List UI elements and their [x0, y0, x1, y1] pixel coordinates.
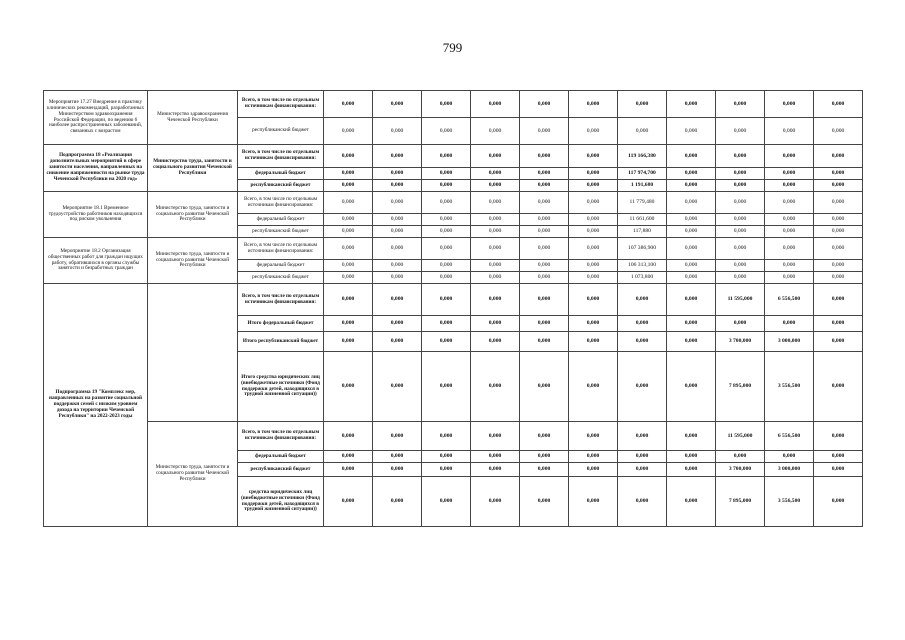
value-cell: 0,000 — [569, 272, 618, 284]
funding-source-cell: республиканский бюджет — [238, 180, 324, 192]
value-cell: 1 191,680 — [618, 180, 667, 192]
value-cell: 0,000 — [373, 226, 422, 238]
value-cell: 0,000 — [471, 118, 520, 145]
value-cell: 0,000 — [569, 118, 618, 145]
value-cell: 0,000 — [520, 260, 569, 272]
value-cell: 0,000 — [471, 284, 520, 316]
value-cell: 7 895,000 — [716, 477, 765, 527]
table-row — [44, 238, 863, 260]
value-cell: 0,000 — [422, 451, 471, 463]
value-cell: 0,000 — [471, 352, 520, 422]
value-cell: 0,000 — [814, 451, 863, 463]
funding-source-cell: Итого средства юридических лиц (внебюджетные источники (Фонд поддержки детей, находящихся в трудной жизненной ситуации)) — [238, 352, 324, 422]
value-cell: 0,000 — [667, 332, 716, 352]
value-cell: 0,000 — [765, 226, 814, 238]
value-cell: 0,000 — [471, 145, 520, 168]
value-cell: 0,000 — [471, 272, 520, 284]
table-row — [44, 145, 863, 168]
value-cell: 0,000 — [520, 451, 569, 463]
value-cell: 0,000 — [569, 477, 618, 527]
executor-cell-empty — [148, 284, 238, 422]
value-cell: 0,000 — [471, 238, 520, 260]
value-cell: 0,000 — [324, 316, 373, 332]
value-cell: 0,000 — [324, 332, 373, 352]
value-cell: 0,000 — [373, 180, 422, 192]
value-cell: 0,000 — [667, 238, 716, 260]
value-cell: 0,000 — [814, 214, 863, 226]
value-cell: 0,000 — [667, 260, 716, 272]
value-cell: 3 000,000 — [765, 332, 814, 352]
value-cell: 0,000 — [373, 118, 422, 145]
value-cell: 0,000 — [422, 422, 471, 451]
value-cell: 0,000 — [324, 145, 373, 168]
value-cell: 0,000 — [324, 192, 373, 214]
value-cell: 0,000 — [667, 192, 716, 214]
value-cell: 0,000 — [520, 352, 569, 422]
value-cell: 0,000 — [471, 463, 520, 477]
value-cell: 0,000 — [422, 192, 471, 214]
funding-source-cell: федеральный бюджет — [238, 168, 324, 180]
value-cell: 0,000 — [520, 180, 569, 192]
value-cell: 0,000 — [667, 477, 716, 527]
value-cell: 11 595,000 — [716, 284, 765, 316]
value-cell: 6 556,500 — [765, 422, 814, 451]
value-cell: 0,000 — [716, 316, 765, 332]
funding-source-cell: республиканский бюджет — [238, 226, 324, 238]
value-cell: 0,000 — [324, 118, 373, 145]
value-cell: 0,000 — [569, 332, 618, 352]
value-cell: 0,000 — [765, 260, 814, 272]
value-cell: 0,000 — [422, 477, 471, 527]
value-cell: 0,000 — [422, 118, 471, 145]
value-cell: 0,000 — [569, 451, 618, 463]
value-cell: 0,000 — [324, 226, 373, 238]
value-cell: 0,000 — [471, 226, 520, 238]
value-cell: 0,000 — [422, 168, 471, 180]
value-cell: 0,000 — [422, 238, 471, 260]
value-cell: 0,000 — [373, 168, 422, 180]
value-cell: 0,000 — [765, 316, 814, 332]
value-cell: 0,000 — [422, 214, 471, 226]
value-cell: 0,000 — [373, 284, 422, 316]
value-cell: 0,000 — [667, 91, 716, 118]
value-cell: 0,000 — [422, 226, 471, 238]
value-cell: 0,000 — [716, 226, 765, 238]
value-cell: 7 895,000 — [716, 352, 765, 422]
executor-cell: Министерство труда, занятости и социального развития Чеченской Республики — [148, 422, 238, 527]
funding-source-cell: Итого республиканский бюджет — [238, 332, 324, 352]
value-cell: 0,000 — [520, 332, 569, 352]
value-cell: 0,000 — [814, 145, 863, 168]
value-cell: 0,000 — [520, 214, 569, 226]
value-cell: 0,000 — [716, 118, 765, 145]
value-cell: 0,000 — [618, 91, 667, 118]
value-cell: 0,000 — [667, 316, 716, 332]
funding-source-cell: федеральный бюджет — [238, 214, 324, 226]
value-cell: 0,000 — [765, 91, 814, 118]
value-cell: 0,000 — [618, 451, 667, 463]
page-number: 799 — [442, 40, 463, 55]
program-name-cell: Подпрограмма 18 «Реализация дополнительных мероприятий в сфере занятости населения, направленных на снижение напряженности на рынке труда Чеченской Республики на 2020 год» — [44, 145, 148, 192]
value-cell: 0,000 — [324, 477, 373, 527]
value-cell: 0,000 — [569, 91, 618, 118]
value-cell: 0,000 — [520, 284, 569, 316]
value-cell: 0,000 — [569, 422, 618, 451]
value-cell: 0,000 — [373, 463, 422, 477]
value-cell: 119 166,380 — [618, 145, 667, 168]
value-cell: 0,000 — [716, 451, 765, 463]
value-cell: 0,000 — [667, 451, 716, 463]
value-cell: 0,000 — [569, 214, 618, 226]
funding-source-cell: Всего, в том числе по отдельным источникам финансирования: — [238, 192, 324, 214]
value-cell: 11 661,600 — [618, 214, 667, 226]
value-cell: 0,000 — [471, 192, 520, 214]
value-cell: 0,000 — [422, 284, 471, 316]
value-cell: 0,000 — [618, 352, 667, 422]
value-cell: 0,000 — [618, 477, 667, 527]
value-cell: 0,000 — [373, 192, 422, 214]
value-cell: 0,000 — [373, 316, 422, 332]
value-cell: 0,000 — [667, 422, 716, 451]
funding-source-cell: Всего, в том числе по отдельным источникам финансирования: — [238, 422, 324, 451]
value-cell: 0,000 — [324, 272, 373, 284]
value-cell: 0,000 — [422, 272, 471, 284]
value-cell: 0,000 — [569, 168, 618, 180]
funding-source-cell: федеральный бюджет — [238, 260, 324, 272]
program-name-cell: Мероприятие 18.1 Временное трудоустройство работников находящихся под риском увольнения — [44, 192, 148, 238]
value-cell: 117,880 — [618, 226, 667, 238]
value-cell: 0,000 — [373, 332, 422, 352]
table-row — [44, 422, 863, 451]
value-cell: 0,000 — [471, 332, 520, 352]
value-cell: 0,000 — [520, 477, 569, 527]
budget-table — [43, 90, 863, 527]
value-cell: 0,000 — [716, 192, 765, 214]
value-cell: 0,000 — [569, 238, 618, 260]
value-cell: 0,000 — [618, 463, 667, 477]
program-name-cell: Подпрограмма 19 "Комплекс мер, направленных на развитие социальной поддержки семей с низким уровнем дохода на территории Чеченской Республики" на 2022-2023 годы — [44, 284, 148, 527]
value-cell: 0,000 — [618, 316, 667, 332]
value-cell: 0,000 — [618, 284, 667, 316]
value-cell: 0,000 — [471, 477, 520, 527]
value-cell: 0,000 — [373, 451, 422, 463]
value-cell: 0,000 — [471, 316, 520, 332]
value-cell: 0,000 — [618, 118, 667, 145]
value-cell: 0,000 — [716, 168, 765, 180]
value-cell: 0,000 — [422, 463, 471, 477]
value-cell: 0,000 — [520, 192, 569, 214]
funding-source-cell: Всего, в том числе по отдельным источникам финансирования: — [238, 145, 324, 168]
value-cell: 0,000 — [520, 168, 569, 180]
value-cell: 0,000 — [373, 238, 422, 260]
value-cell: 0,000 — [520, 238, 569, 260]
funding-source-cell: республиканский бюджет — [238, 118, 324, 145]
value-cell: 0,000 — [814, 168, 863, 180]
value-cell: 0,000 — [667, 214, 716, 226]
value-cell: 0,000 — [716, 260, 765, 272]
executor-cell: Министерство здравоохранения Чеченской Республики — [148, 91, 238, 145]
executor-cell: Министерство труда, занятости и социального развития Чеченской Республики — [148, 238, 238, 284]
value-cell: 0,000 — [324, 463, 373, 477]
value-cell: 0,000 — [324, 238, 373, 260]
value-cell: 0,000 — [814, 422, 863, 451]
program-name-cell: Мероприятие 17.27 Внедрение в практику клинических рекомендаций, разработанных Министерством здравоохранения Российской Федерации, по ведению 6 наиболее распространенных заболеваний, связанных с возрастом — [44, 91, 148, 145]
value-cell: 0,000 — [569, 284, 618, 316]
value-cell: 0,000 — [667, 463, 716, 477]
value-cell: 0,000 — [569, 180, 618, 192]
value-cell: 0,000 — [716, 214, 765, 226]
value-cell: 0,000 — [814, 226, 863, 238]
value-cell: 0,000 — [520, 91, 569, 118]
value-cell: 0,000 — [716, 180, 765, 192]
value-cell: 0,000 — [471, 214, 520, 226]
value-cell: 0,000 — [324, 422, 373, 451]
value-cell: 0,000 — [422, 352, 471, 422]
value-cell: 0,000 — [422, 145, 471, 168]
value-cell: 0,000 — [422, 180, 471, 192]
value-cell: 0,000 — [814, 332, 863, 352]
value-cell: 0,000 — [814, 260, 863, 272]
value-cell: 0,000 — [814, 284, 863, 316]
value-cell: 0,000 — [814, 463, 863, 477]
value-cell: 0,000 — [324, 260, 373, 272]
value-cell: 0,000 — [667, 284, 716, 316]
value-cell: 0,000 — [471, 91, 520, 118]
value-cell: 0,000 — [765, 192, 814, 214]
value-cell: 107 386,900 — [618, 238, 667, 260]
funding-source-cell: Всего, в том числе по отдельным источникам финансирования: — [238, 238, 324, 260]
value-cell: 0,000 — [324, 451, 373, 463]
value-cell: 0,000 — [618, 332, 667, 352]
value-cell: 0,000 — [814, 91, 863, 118]
value-cell: 0,000 — [765, 180, 814, 192]
table-row — [44, 192, 863, 214]
value-cell: 0,000 — [765, 272, 814, 284]
value-cell: 0,000 — [373, 272, 422, 284]
value-cell: 0,000 — [569, 463, 618, 477]
value-cell: 0,000 — [373, 477, 422, 527]
funding-source-cell: Всего, в том числе по отдельным источникам финансирования: — [238, 284, 324, 316]
table-row — [44, 91, 863, 118]
value-cell: 11 595,000 — [716, 422, 765, 451]
value-cell: 0,000 — [618, 422, 667, 451]
value-cell: 0,000 — [569, 192, 618, 214]
value-cell: 0,000 — [667, 272, 716, 284]
value-cell: 6 556,500 — [765, 284, 814, 316]
program-name-cell: Мероприятие 18.2 Организация общественных работ для граждан ищущих работу, обратившихся в органы службы занятости и безработных граждан — [44, 238, 148, 284]
funding-source-cell: республиканский бюджет — [238, 463, 324, 477]
funding-source-cell: республиканский бюджет — [238, 272, 324, 284]
value-cell: 0,000 — [667, 226, 716, 238]
value-cell: 0,000 — [569, 352, 618, 422]
executor-cell: Министерство труда, занятости и социального развития Чеченской Республики — [148, 192, 238, 238]
value-cell: 106 313,100 — [618, 260, 667, 272]
value-cell: 0,000 — [765, 238, 814, 260]
value-cell: 0,000 — [520, 145, 569, 168]
value-cell: 0,000 — [471, 451, 520, 463]
value-cell: 0,000 — [520, 226, 569, 238]
funding-source-cell: средства юридических лиц (внебюджетные источники (Фонд поддержки детей, находящихся в трудной жизненной ситуации)) — [238, 477, 324, 527]
value-cell: 0,000 — [569, 260, 618, 272]
value-cell: 0,000 — [422, 91, 471, 118]
value-cell: 0,000 — [324, 180, 373, 192]
value-cell: 0,000 — [520, 316, 569, 332]
value-cell: 0,000 — [520, 422, 569, 451]
value-cell: 0,000 — [667, 168, 716, 180]
value-cell: 0,000 — [324, 284, 373, 316]
value-cell: 0,000 — [373, 145, 422, 168]
value-cell: 0,000 — [814, 352, 863, 422]
value-cell: 0,000 — [471, 168, 520, 180]
value-cell: 0,000 — [373, 422, 422, 451]
value-cell: 0,000 — [814, 180, 863, 192]
value-cell: 0,000 — [667, 352, 716, 422]
value-cell: 0,000 — [716, 272, 765, 284]
value-cell: 3 556,500 — [765, 477, 814, 527]
value-cell: 0,000 — [765, 118, 814, 145]
value-cell: 0,000 — [765, 214, 814, 226]
value-cell: 0,000 — [667, 180, 716, 192]
value-cell: 0,000 — [814, 477, 863, 527]
value-cell: 0,000 — [569, 226, 618, 238]
value-cell: 0,000 — [716, 91, 765, 118]
value-cell: 0,000 — [373, 260, 422, 272]
value-cell: 117 974,700 — [618, 168, 667, 180]
value-cell: 0,000 — [814, 272, 863, 284]
value-cell: 0,000 — [422, 332, 471, 352]
value-cell: 0,000 — [814, 316, 863, 332]
value-cell: 0,000 — [765, 451, 814, 463]
value-cell: 0,000 — [471, 422, 520, 451]
value-cell: 0,000 — [373, 214, 422, 226]
value-cell: 0,000 — [471, 260, 520, 272]
value-cell: 3 556,500 — [765, 352, 814, 422]
value-cell: 0,000 — [520, 272, 569, 284]
value-cell: 3 700,000 — [716, 463, 765, 477]
value-cell: 0,000 — [373, 352, 422, 422]
value-cell: 3 000,000 — [765, 463, 814, 477]
value-cell: 0,000 — [667, 118, 716, 145]
funding-source-cell: федеральный бюджет — [238, 451, 324, 463]
value-cell: 0,000 — [373, 91, 422, 118]
value-cell: 0,000 — [422, 260, 471, 272]
value-cell: 0,000 — [814, 238, 863, 260]
funding-source-cell: Итого федеральный бюджет — [238, 316, 324, 332]
value-cell: 0,000 — [814, 192, 863, 214]
table-row — [44, 284, 863, 316]
value-cell: 0,000 — [716, 238, 765, 260]
value-cell: 0,000 — [422, 316, 471, 332]
value-cell: 0,000 — [324, 214, 373, 226]
executor-cell: Министерство труда, занятости и социального развития Чеченской Республики — [148, 145, 238, 192]
value-cell: 11 779,480 — [618, 192, 667, 214]
value-cell: 0,000 — [765, 145, 814, 168]
value-cell: 3 700,000 — [716, 332, 765, 352]
value-cell: 0,000 — [520, 118, 569, 145]
value-cell: 0,000 — [814, 118, 863, 145]
value-cell: 0,000 — [324, 352, 373, 422]
value-cell: 0,000 — [520, 463, 569, 477]
value-cell: 1 073,800 — [618, 272, 667, 284]
value-cell: 0,000 — [324, 168, 373, 180]
value-cell: 0,000 — [569, 145, 618, 168]
value-cell: 0,000 — [765, 168, 814, 180]
value-cell: 0,000 — [667, 145, 716, 168]
value-cell: 0,000 — [716, 145, 765, 168]
value-cell: 0,000 — [471, 180, 520, 192]
value-cell: 0,000 — [324, 91, 373, 118]
funding-source-cell: Всего, в том числе по отдельным источникам финансирования: — [238, 91, 324, 118]
value-cell: 0,000 — [569, 316, 618, 332]
